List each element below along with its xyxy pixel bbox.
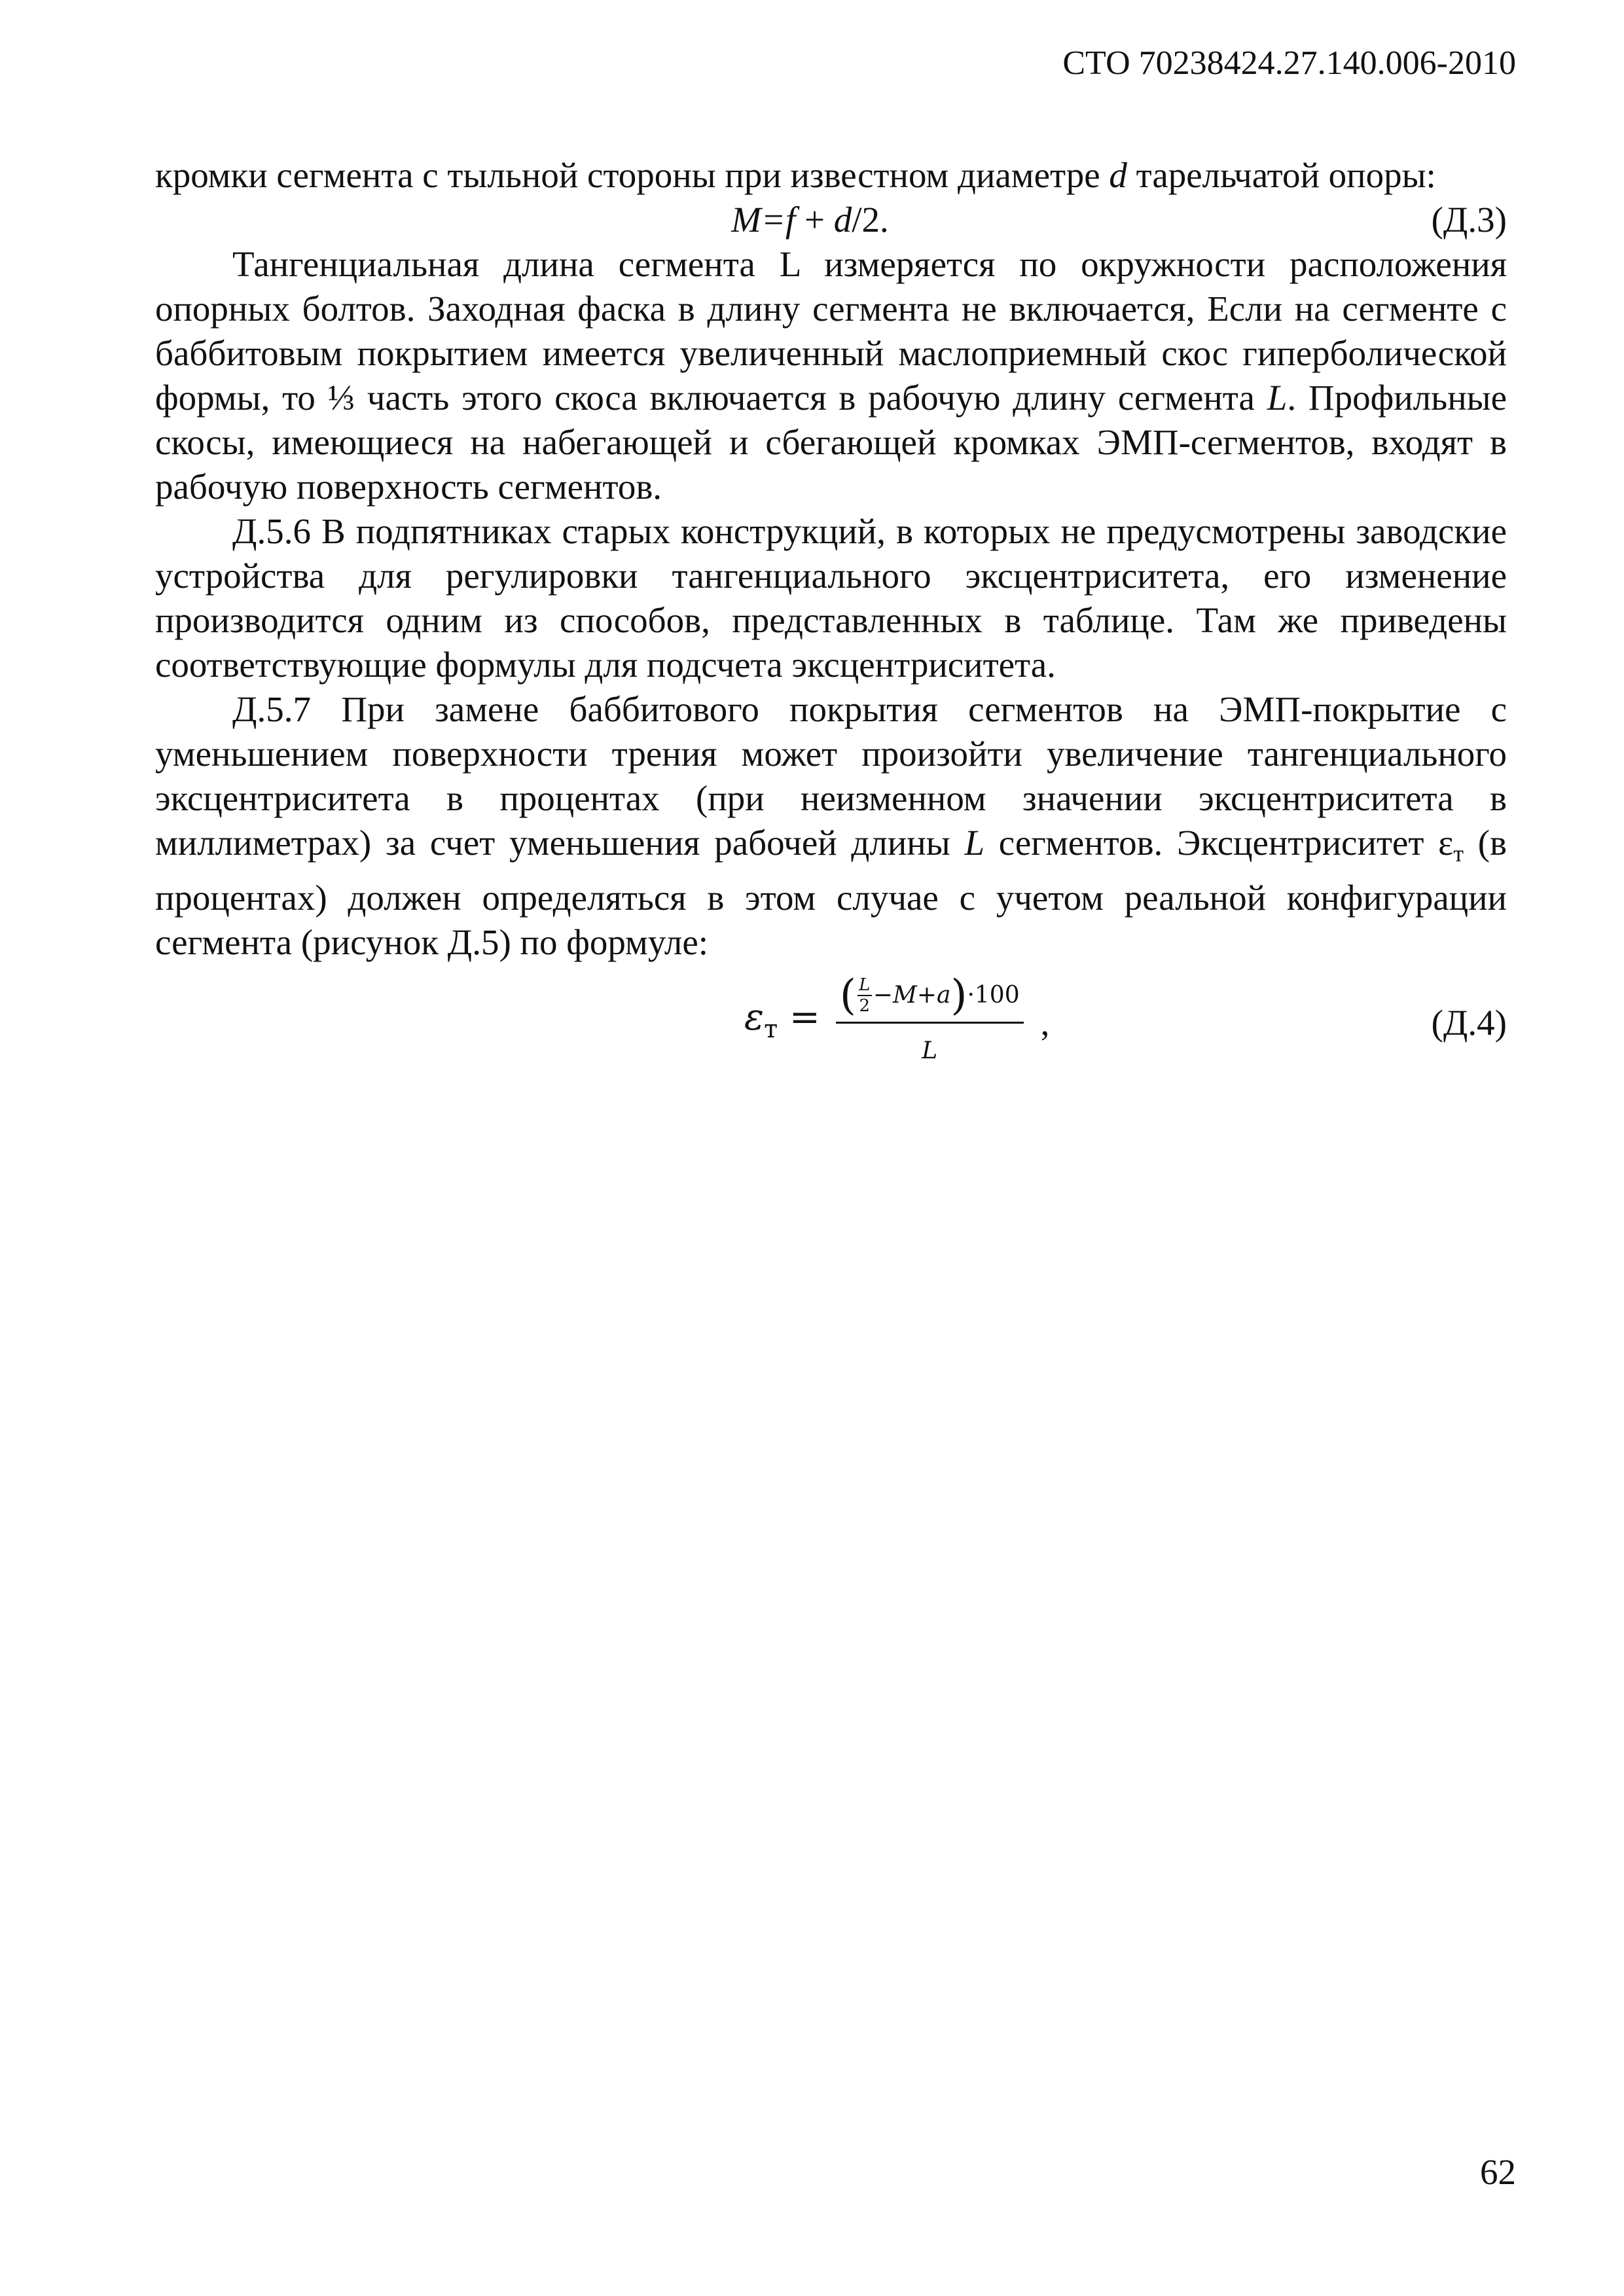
formula-d4 — [155, 965, 1507, 1081]
formula-d4-fraction — [836, 973, 1024, 1073]
paragraph-d-5-6: Д.5.6 В подпятниках старых конструкций, в которых не предусмотрены заводские устройства для регулировки тангенциального эксцентриситета, его изменение производится одним из способов, представленных в таблице. Там же приведены соответствующие формулы для подсчета эксцентриситета. — [155, 511, 1507, 685]
paragraph-tangential-length: Тангенциальная длина сегмента L измеряется по окружности расположения опорных болтов. Заходная фаска в длину сегмента не включается, Если на сегменте с баббитовым покрытием имеется увеличенный маслоприемный скос гиперболической формы, то ⅓ часть этого скоса включается в рабочую длину сегмента L. Профильные скосы, имеющиеся на набегающей и сбегающей кромках ЭМП-сегментов, входят в рабочую поверхность сегментов. — [155, 244, 1507, 507]
paragraph-segment-edge: кромки сегмента с тыльной стороны при известном диаметре d тарельчатой опоры: — [155, 155, 1436, 195]
paragraph-d-5-7: Д.5.7 При замене баббитового покрытия сегментов на ЭМП-покрытие с уменьшением поверхности трения может произойти увеличение тангенциального эксцентриситета в процентах (при неизменном значении эксцентриситета в миллиметрах) за счет уменьшения рабочей длины L сегментов. Эксцентриситет $\varepsilon_т$ (в процентах) должен определяться в этом случае с учетом реальной конфигурации сегмента (рисунок Д.5) по формуле: — [155, 689, 1507, 962]
document-code: СТО 70238424.27.140.006-2010 — [1062, 45, 1516, 82]
formula-d4-denominator: L — [922, 1037, 938, 1064]
formula-d3 — [155, 198, 1507, 242]
formula-d4-number: (Д.4) — [1431, 1003, 1507, 1043]
formula-d4-expression — [744, 965, 1049, 1081]
document-body — [155, 153, 1507, 1081]
page-number: 62 — [1480, 2152, 1516, 2192]
formula-d3-expression: M=f + d/2. — [731, 200, 889, 240]
formula-d4-numerator: ( $\frac{L}{2}$ −M+ a ) ·100 — [839, 971, 1020, 1020]
formula-d4-half-l: $\frac{L}{2}$ — [857, 977, 872, 1014]
formula-d4-comma: , — [1040, 1003, 1050, 1043]
formula-d4-lhs: $\varepsilon_т$ = — [744, 996, 820, 1043]
formula-d3-number: (Д.3) — [1431, 200, 1507, 240]
